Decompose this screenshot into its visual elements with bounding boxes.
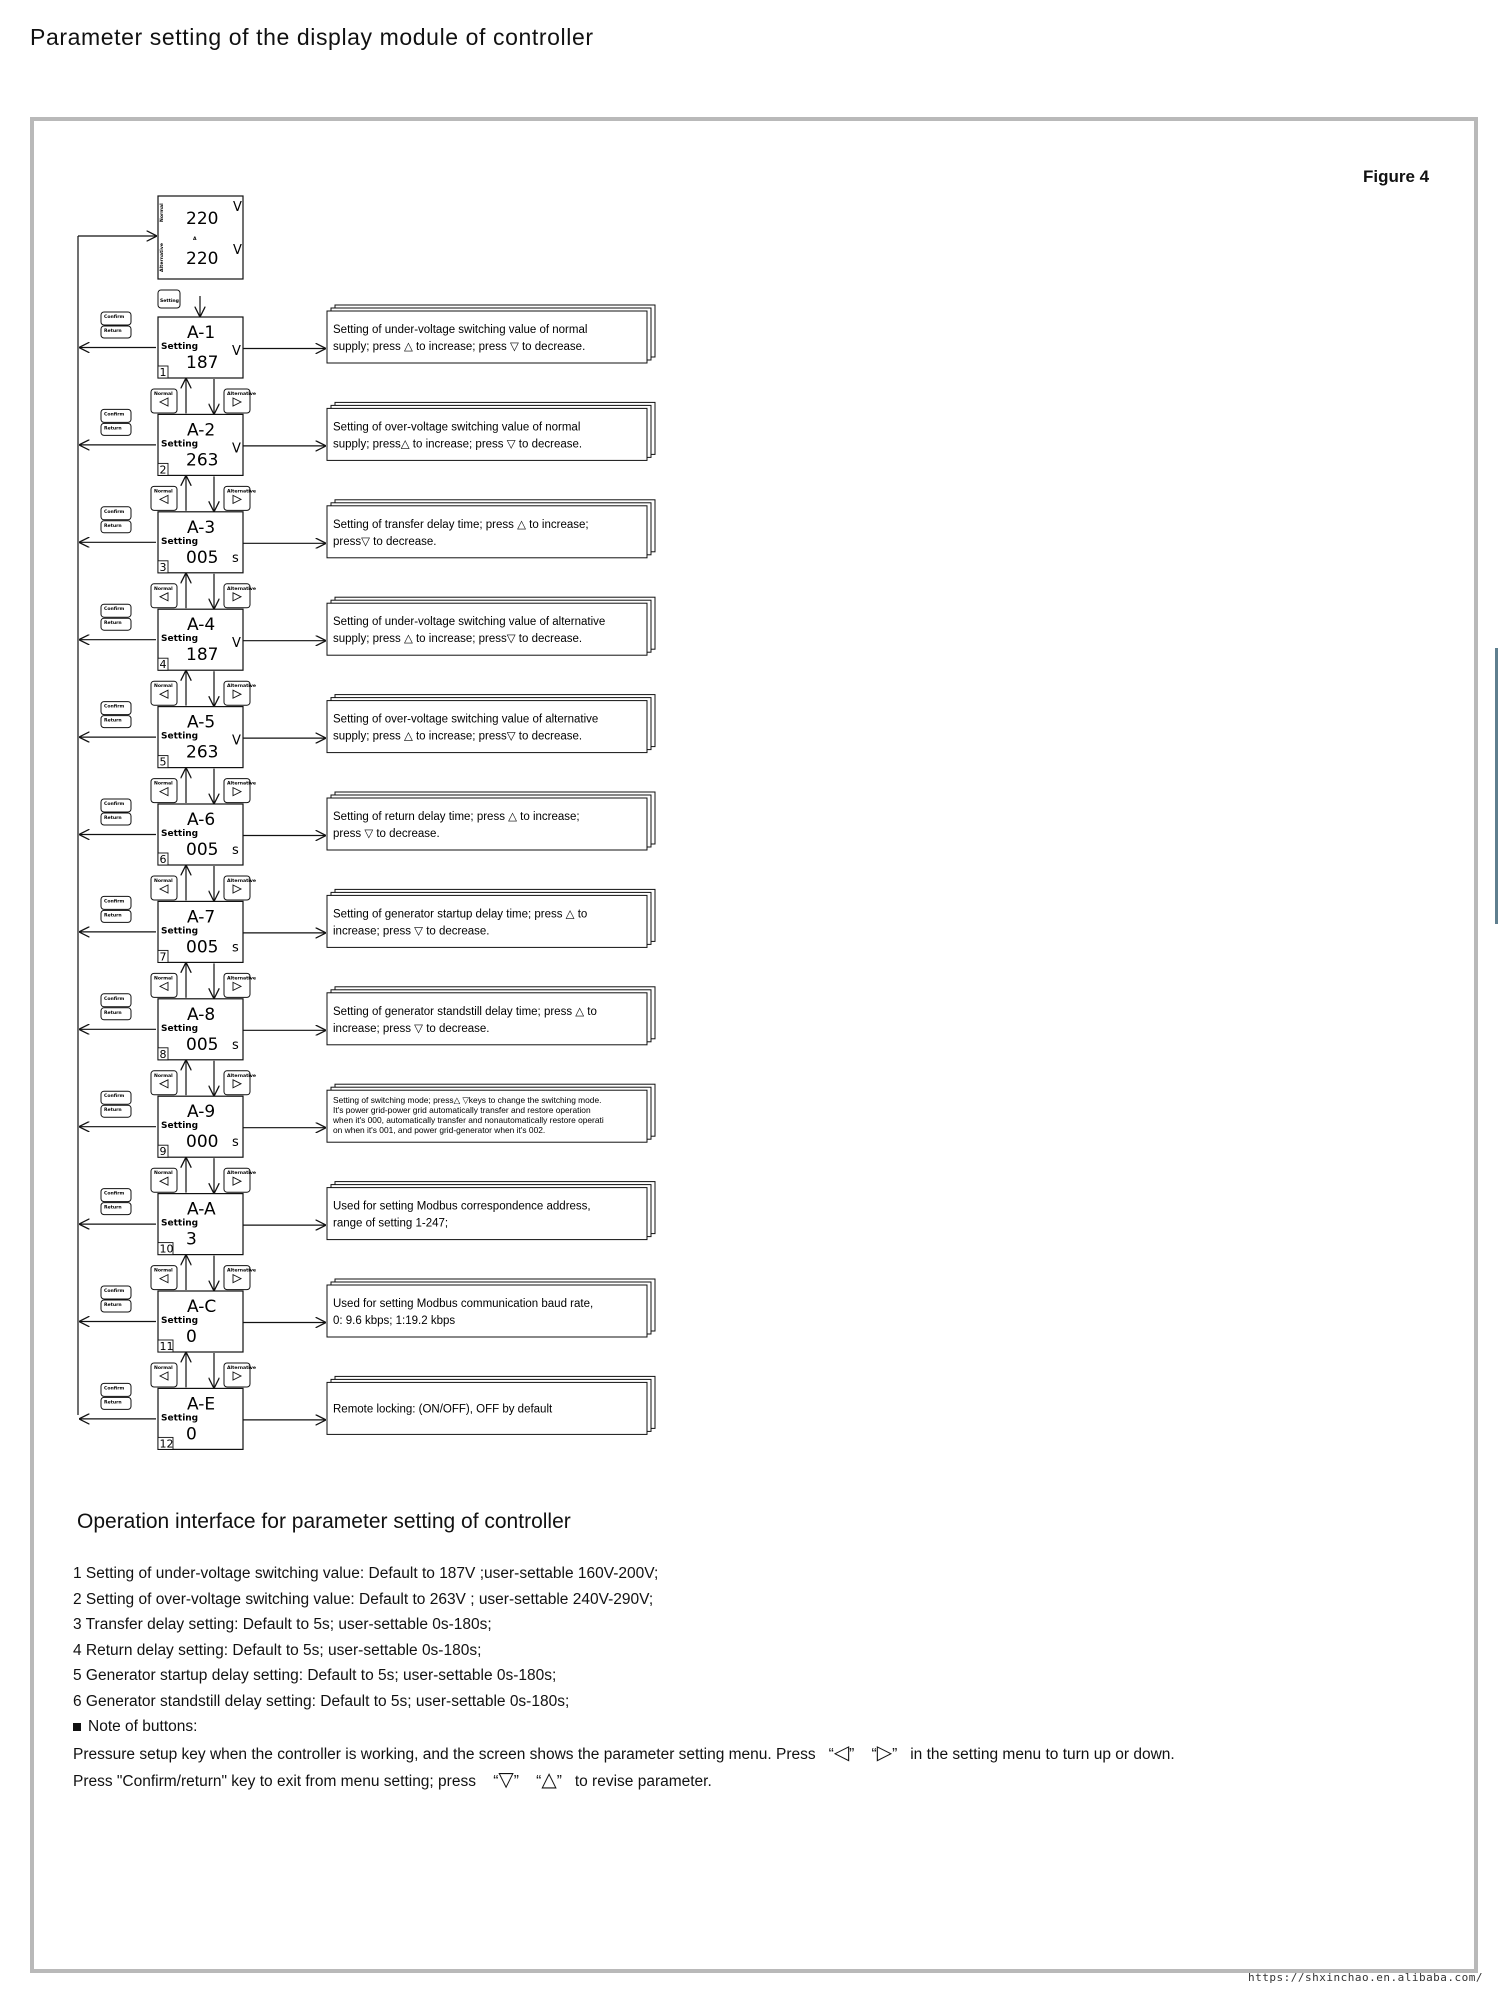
menu-code: A-3: [187, 517, 216, 538]
alternative-key[interactable]: [224, 1266, 256, 1290]
confirm-key-label: Confirm: [104, 996, 125, 1002]
return-key[interactable]: [101, 1203, 131, 1215]
menu-index: 12: [159, 1437, 174, 1451]
menu-value: 000: [186, 1132, 219, 1153]
normal-key[interactable]: [151, 876, 177, 900]
confirm-key[interactable]: [101, 312, 131, 325]
description-line: Setting of switching mode; press△ ▽keys to change the switching mode.: [333, 1095, 602, 1106]
setting-label: Setting: [161, 1121, 199, 1132]
normal-key-label: Normal: [154, 976, 173, 982]
menu-unit: s: [232, 843, 239, 858]
description-line: Setting of over-voltage switching value of alternative: [333, 713, 599, 726]
alternative-key-label: Alternative: [227, 586, 256, 592]
description-line: Used for setting Modbus communication baud rate,: [333, 1298, 594, 1310]
alternative-key-label: Alternative: [227, 781, 256, 787]
normal-key-label: Normal: [154, 1366, 173, 1371]
setting-screen: [158, 512, 243, 574]
note-line-3: 3 Transfer delay setting: Default to 5s; user-settable 0s-180s;: [73, 1616, 492, 1633]
menu-unit: s: [232, 1037, 239, 1053]
menu-value: 0: [186, 1424, 197, 1445]
confirm-key-label: Confirm: [104, 1289, 125, 1294]
alternative-key[interactable]: [224, 973, 256, 997]
description-line: Used for setting Modbus correspondence address,: [333, 1200, 591, 1213]
alternative-key-label: Alternative: [227, 1073, 256, 1079]
alternative-key[interactable]: [224, 779, 256, 803]
description-line: Setting of under-voltage switching value of normal: [333, 324, 588, 336]
alternative-key[interactable]: [224, 1363, 256, 1387]
menu-value: 263: [186, 742, 219, 763]
left-triangle-icon: ◁: [833, 1739, 850, 1764]
setting-screen: [158, 1388, 243, 1450]
normal-key[interactable]: [151, 779, 177, 803]
description-frame: [327, 311, 647, 363]
normal-key[interactable]: [151, 486, 177, 510]
return-key-label: Return: [104, 718, 122, 724]
description-frame: [327, 603, 647, 655]
setting-label: Setting: [161, 926, 199, 937]
setting-label: Setting: [161, 536, 199, 547]
menu-row: [101, 1279, 655, 1387]
return-key-label: Return: [104, 913, 122, 919]
alternative-key-label: Alternative: [227, 684, 256, 690]
confirm-key[interactable]: [101, 799, 131, 812]
menu-row: [101, 500, 655, 608]
menu-value: 187: [186, 353, 219, 373]
menu-row: [101, 1182, 655, 1290]
setting-screen: [158, 317, 243, 379]
menu-unit: s: [232, 550, 239, 566]
description-frame: [327, 408, 647, 460]
quote-open: “: [871, 1745, 877, 1763]
confirm-key[interactable]: [101, 1189, 131, 1202]
normal-key-label: Normal: [154, 781, 173, 787]
menu-row: [101, 889, 655, 997]
quote-close: ”: [513, 1773, 519, 1790]
return-key[interactable]: [101, 910, 131, 922]
menu-index: 9: [159, 1145, 167, 1159]
note-line-2: 2 Setting of over-voltage switching value: Default to 263V ; user-settable 240V-290V;: [73, 1590, 654, 1608]
description-box: [327, 1376, 655, 1434]
description-line: supply; press△ to increase; press ▽ to decrease.: [333, 438, 583, 451]
alternative-voltage-value: 220: [186, 249, 219, 269]
confirm-key-label: Confirm: [104, 412, 125, 418]
menu-index: 3: [159, 560, 167, 574]
bullet-icon: [73, 1723, 81, 1731]
return-key[interactable]: [101, 423, 131, 435]
note2-text-b: to revise parameter.: [574, 1773, 712, 1790]
alternative-key[interactable]: [224, 876, 256, 900]
description-frame: [327, 1285, 647, 1337]
confirm-key[interactable]: [101, 994, 131, 1007]
menu-row: [101, 1376, 655, 1450]
menu-unit: V: [232, 636, 241, 652]
return-key[interactable]: [101, 618, 131, 630]
screen-small-a: A: [193, 237, 197, 242]
setting-label: Setting: [161, 1413, 199, 1424]
description-line: supply; press △ to increase; press▽ to decrease.: [333, 633, 583, 646]
normal-key-label: Normal: [154, 1171, 173, 1177]
setting-label: Setting: [161, 439, 199, 450]
return-key-label: Return: [104, 816, 122, 821]
menu-value: 005: [186, 547, 219, 568]
up-triangle-icon: △: [541, 1767, 557, 1791]
setting-screen: [158, 901, 243, 963]
confirm-key-label: Confirm: [104, 1386, 125, 1392]
description-frame: [327, 993, 647, 1045]
confirm-key[interactable]: [101, 1286, 131, 1299]
description-line: Setting of generator startup delay time; press △ to: [333, 908, 588, 921]
menu-row: [101, 695, 655, 803]
page-title: Parameter setting of the display module of controller: [30, 24, 594, 50]
normal-voltage-value: 220: [186, 209, 219, 229]
return-key-label: Return: [104, 523, 122, 529]
return-key-label: Return: [104, 1108, 122, 1114]
confirm-key-label: Confirm: [104, 607, 125, 613]
menu-unit: V: [232, 441, 241, 457]
menu-value: 005: [186, 840, 219, 860]
menu-code: A-9: [187, 1102, 216, 1123]
return-key[interactable]: [101, 1397, 131, 1409]
description-line: 0: 9.6 kbps; 1:19.2 kbps: [333, 1315, 456, 1327]
return-key[interactable]: [101, 1300, 131, 1312]
return-key-label: Return: [104, 621, 122, 627]
normal-key-label: Normal: [154, 684, 173, 690]
setting-label: Setting: [161, 731, 199, 742]
description-line: increase; press ▽ to decrease.: [333, 1022, 490, 1035]
confirm-key[interactable]: [101, 409, 131, 422]
alternative-side-label: Alternative: [160, 243, 165, 272]
menu-value: 005: [186, 1034, 219, 1055]
menu-row: [101, 597, 655, 705]
note-buttons-line-1: [73, 1740, 1175, 1768]
confirm-key-label: Confirm: [104, 509, 125, 515]
menu-code: A-7: [187, 907, 216, 928]
setting-screen: [158, 1096, 243, 1158]
menu-index: 6: [159, 853, 167, 866]
menu-index: 10: [159, 1242, 174, 1256]
figure-label: Figure 4: [1363, 167, 1430, 186]
menu-index: 7: [159, 950, 167, 964]
return-key[interactable]: [101, 326, 131, 338]
menu-index: 1: [159, 366, 167, 379]
description-line: Setting of return delay time; press △ to increase;: [333, 811, 580, 823]
return-key-label: Return: [104, 426, 122, 432]
normal-key-label: Normal: [154, 879, 173, 884]
description-line: Setting of transfer delay time; press △ to increase;: [333, 518, 589, 531]
menu-value: 263: [186, 450, 219, 471]
return-key[interactable]: [101, 1105, 131, 1117]
confirm-key-label: Confirm: [104, 899, 125, 905]
setting-screen: [158, 1291, 243, 1353]
right-triangle-icon: ▷: [876, 1739, 893, 1764]
setting-label: Setting: [161, 1023, 199, 1034]
alternative-voltage-unit: V: [233, 243, 242, 258]
quote-open: “: [536, 1773, 542, 1790]
description-box: [327, 402, 655, 460]
menu-value: 005: [186, 937, 219, 958]
description-box: [327, 1084, 655, 1142]
menu-unit: s: [232, 1135, 239, 1151]
return-key-label: Return: [104, 1303, 122, 1308]
alternative-key[interactable]: [224, 486, 256, 510]
description-line: Setting of generator standstill delay time; press △ to: [333, 1005, 597, 1018]
menu-code: A-4: [187, 615, 216, 636]
return-key[interactable]: [101, 1008, 131, 1020]
alternative-key[interactable]: [224, 681, 256, 705]
setting-key[interactable]: [158, 290, 180, 308]
alternative-key-label: Alternative: [227, 392, 256, 397]
alternative-key[interactable]: [224, 389, 256, 413]
confirm-key[interactable]: [101, 1383, 131, 1396]
normal-key-label: Normal: [154, 489, 173, 495]
normal-voltage-unit: V: [233, 200, 242, 215]
description-frame: [327, 701, 647, 753]
confirm-key-label: Confirm: [104, 1094, 125, 1100]
note-line-4: 4 Return delay setting: Default to 5s; user-settable 0s-180s;: [73, 1641, 482, 1659]
return-key-label: Return: [104, 1205, 122, 1211]
description-box: [327, 1279, 655, 1337]
normal-key-label: Normal: [154, 392, 173, 397]
menu-index: 8: [159, 1047, 167, 1061]
menu-code: A-8: [187, 1004, 216, 1025]
setting-screen: [158, 609, 243, 671]
alternative-key-label: Alternative: [227, 1366, 256, 1371]
return-key-label: Return: [104, 329, 122, 334]
description-box: [327, 987, 655, 1045]
alternative-key-label: Alternative: [227, 1268, 256, 1274]
return-key[interactable]: [101, 813, 131, 825]
menu-row: [101, 987, 655, 1095]
return-key[interactable]: [101, 521, 131, 533]
quote-close: ”: [892, 1745, 898, 1763]
description-frame: [327, 1188, 647, 1240]
menu-code: A-2: [187, 420, 216, 441]
confirm-key[interactable]: [101, 702, 131, 715]
return-key-label: Return: [104, 1400, 122, 1406]
confirm-key-label: Confirm: [104, 704, 125, 710]
operation-section-title: Operation interface for parameter setting of controller: [77, 1510, 571, 1533]
normal-key[interactable]: [151, 1363, 177, 1387]
alternative-key[interactable]: [224, 1168, 256, 1192]
setting-screen: [158, 414, 243, 476]
setting-label: Setting: [161, 1316, 199, 1326]
description-box: [327, 305, 655, 363]
menu-code: A-E: [187, 1394, 216, 1415]
description-frame: [327, 506, 647, 558]
description-box: [327, 792, 655, 850]
description-line: press▽ to decrease.: [333, 535, 437, 548]
menu-row: [101, 305, 655, 413]
normal-side-label: Normal: [160, 203, 165, 222]
description-line: It's power grid-power grid automatically transfer and restore operation: [333, 1105, 591, 1116]
normal-key-label: Normal: [154, 586, 173, 592]
confirm-key[interactable]: [101, 1091, 131, 1104]
description-line: Setting of under-voltage switching value of alternative: [333, 616, 606, 629]
menu-index: 11: [159, 1340, 174, 1353]
description-line: supply; press △ to increase; press ▽ to decrease.: [333, 341, 586, 353]
normal-key-label: Normal: [154, 1073, 173, 1079]
quote-close: ”: [849, 1745, 855, 1763]
description-box: [327, 889, 655, 947]
description-box: [327, 597, 655, 655]
normal-key[interactable]: [151, 1071, 177, 1095]
alternative-key-label: Alternative: [227, 489, 256, 495]
description-line: Setting of over-voltage switching value of normal: [333, 421, 581, 434]
confirm-key[interactable]: [101, 896, 131, 909]
normal-key[interactable]: [151, 973, 177, 997]
menu-code: A-6: [187, 810, 216, 830]
note-line-5: 5 Generator startup delay setting: Default to 5s; user-settable 0s-180s;: [73, 1667, 557, 1684]
return-key-label: Return: [104, 1010, 122, 1016]
setting-screen: [158, 1194, 243, 1256]
description-line: range of setting 1-247;: [333, 1217, 449, 1230]
confirm-key-label: Confirm: [104, 802, 125, 807]
down-triangle-icon: ▽: [498, 1767, 514, 1791]
menu-index: 4: [159, 658, 167, 672]
quote-open: “: [828, 1745, 834, 1763]
source-url: https://shxinchao.en.alibaba.com/: [1248, 1971, 1484, 1984]
description-box: [327, 1182, 655, 1240]
description-line: when it's 000, automatically transfer and nonautomatically restore operati: [333, 1115, 604, 1126]
normal-key[interactable]: [151, 681, 177, 705]
alternative-key[interactable]: [224, 584, 256, 608]
normal-key-label: Normal: [154, 1268, 173, 1274]
note-line-6: 6 Generator standstill delay setting: Default to 5s; user-settable 0s-180s;: [73, 1692, 570, 1710]
description-line: press ▽ to decrease.: [333, 828, 440, 840]
quote-open: “: [493, 1773, 499, 1790]
description-line: increase; press ▽ to decrease.: [333, 925, 490, 938]
description-line: on when it's 001, and power grid-generator when it's 002.: [333, 1125, 546, 1136]
menu-code: A-5: [187, 712, 216, 733]
description-line: Remote locking: (ON/OFF), OFF by default: [333, 1403, 553, 1416]
confirm-key[interactable]: [101, 507, 131, 520]
menu-unit: V: [232, 733, 241, 749]
note2-text-a: Press "Confirm/return" key to exit from menu setting; press: [73, 1773, 476, 1790]
setting-screen: [158, 804, 243, 866]
setting-label: Setting: [161, 342, 199, 352]
menu-code: A-C: [187, 1297, 217, 1317]
menu-code: A-1: [187, 323, 216, 343]
confirm-key[interactable]: [101, 604, 131, 617]
alternative-key-label: Alternative: [227, 976, 256, 982]
note-heading: [73, 1714, 1175, 1740]
note1-text-a: Pressure setup key when the controller is working, and the screen shows the parameter setting menu. Press: [73, 1745, 816, 1763]
main-display-screen: [158, 196, 243, 279]
menu-code: A-A: [187, 1199, 216, 1220]
confirm-key-label: Confirm: [104, 315, 125, 320]
alternative-key[interactable]: [224, 1071, 256, 1095]
normal-key[interactable]: [151, 584, 177, 608]
operation-notes: [73, 1561, 1175, 1795]
setting-label: Setting: [161, 634, 199, 645]
note-heading-text: Note of buttons:: [88, 1718, 198, 1735]
confirm-key-label: Confirm: [104, 1191, 125, 1197]
description-box: [327, 500, 655, 558]
menu-row: [101, 1084, 655, 1192]
setting-label: Setting: [161, 829, 199, 839]
normal-key[interactable]: [151, 389, 177, 413]
quote-close: ”: [556, 1773, 562, 1790]
description-frame: [327, 895, 647, 947]
menu-row: [101, 402, 655, 510]
menu-index: 2: [159, 463, 167, 477]
normal-key[interactable]: [151, 1266, 177, 1290]
menu-value: 187: [186, 645, 219, 666]
menu-unit: s: [232, 940, 239, 956]
alternative-key-label: Alternative: [227, 1171, 256, 1177]
alternative-key-label: Alternative: [227, 879, 256, 884]
setting-screen: [158, 707, 243, 769]
menu-unit: V: [232, 344, 241, 359]
menu-index: 5: [159, 755, 167, 769]
note-line-1: 1 Setting of under-voltage switching value: Default to 187V ;user-settable 160V-200V;: [73, 1565, 659, 1582]
setting-key-label: Setting: [160, 299, 179, 304]
description-box: [327, 695, 655, 753]
description-frame: [327, 798, 647, 850]
menu-value: 0: [186, 1327, 197, 1347]
note1-text-b: in the setting menu to turn up or down.: [910, 1745, 1175, 1763]
return-key[interactable]: [101, 716, 131, 728]
setting-label: Setting: [161, 1218, 199, 1229]
note-buttons-line-2: [73, 1767, 1175, 1795]
menu-row: [101, 792, 655, 900]
description-line: supply; press △ to increase; press▽ to decrease.: [333, 730, 583, 743]
normal-key[interactable]: [151, 1168, 177, 1192]
setting-screen: [158, 999, 243, 1061]
menu-value: 3: [186, 1229, 197, 1250]
